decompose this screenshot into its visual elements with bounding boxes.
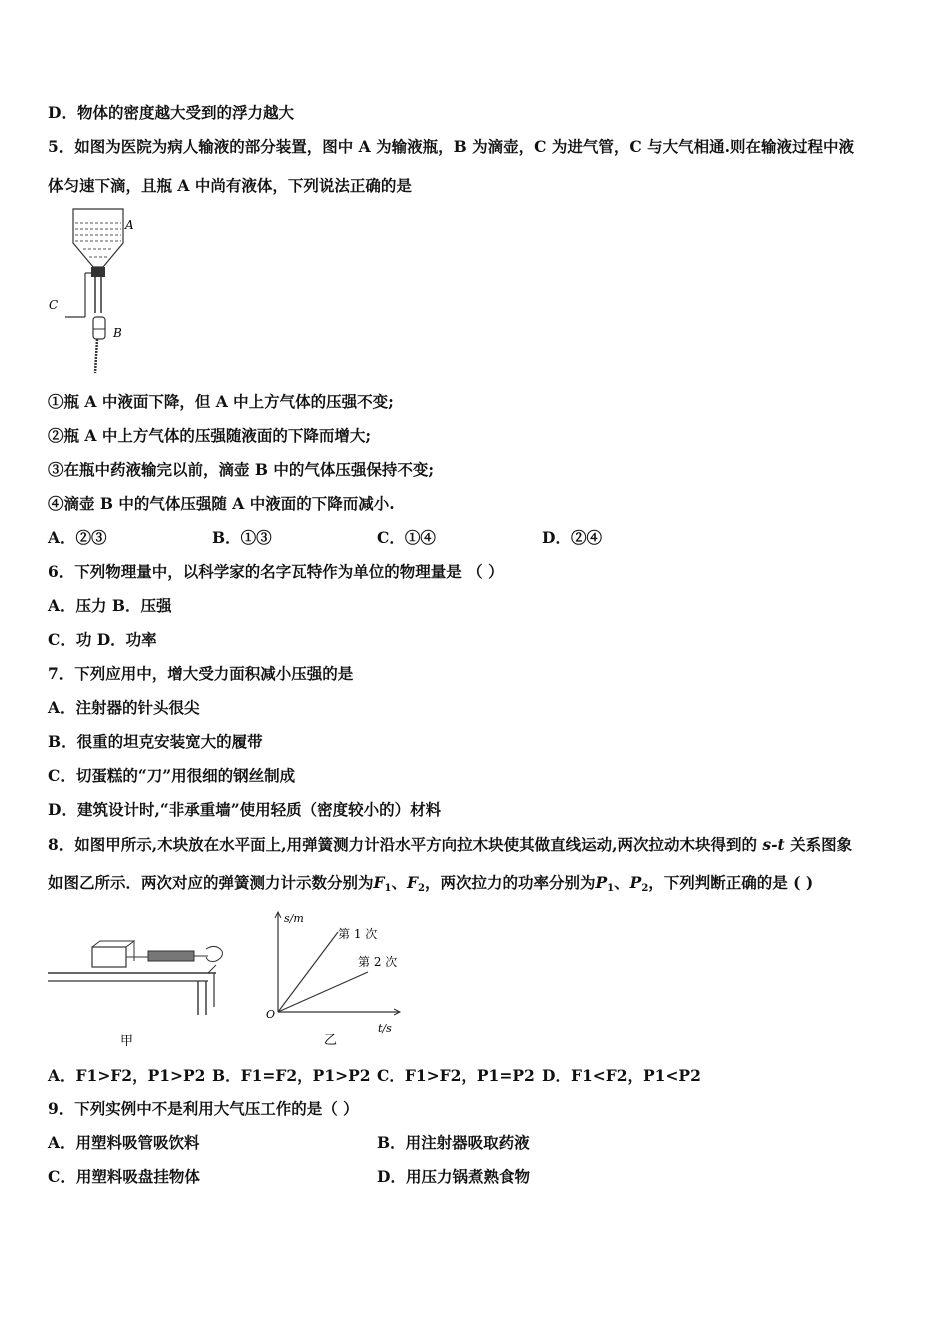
graph-line2-label: 第 2 次 [358, 955, 398, 969]
q5-statement-1: ①瓶 A 中液面下降，但 A 中上方气体的压强不变; [48, 392, 394, 411]
q7-stem: 7．下列应用中，增大受力面积减小压强的是 [48, 664, 354, 683]
graph-ylabel: s/m [284, 912, 304, 925]
iv-drip-figure [45, 205, 145, 375]
graph-line1-label: 第 1 次 [338, 927, 378, 941]
q7-option-a: A．注射器的针头很尖 [48, 698, 200, 717]
q8-stem-line2: 如图乙所示．两次对应的弹簧测力计示数分别为$F_1$、$F_2$，两次拉力的功率分别为$P_1$、$P_2$，下列判断正确的是 ( ) [48, 873, 814, 894]
q8-option-b: B．F1=F2，P1>P2 [212, 1066, 371, 1085]
q9-option-d: D．用压力锅煮熟食物 [377, 1167, 530, 1186]
q5-option-b: B．①③ [212, 528, 272, 547]
s-t-line-second [278, 972, 368, 1012]
q4-option-d: D．物体的密度越大受到的浮力越大 [48, 103, 294, 122]
s-t-line-first [278, 932, 338, 1012]
q5-statement-2: ②瓶 A 中上方气体的压强随液面的下降而增大; [48, 426, 372, 445]
q6-options-row1: A．压力 B．压强 [48, 596, 172, 615]
q6-options-row2: C．功 D．功率 [48, 630, 157, 649]
q7-option-d: D．建筑设计时,“非承重墙”使用轻质（密度较小的）材料 [48, 800, 442, 819]
q5-stem-line1: 5．如图为医院为病人输液的部分装置，图中 A 为输液瓶，B 为滴壶，C 为进气管，C 与大气相通.则在输液过程中液 [48, 137, 854, 156]
q5-option-d: D．②④ [542, 528, 602, 547]
q8-option-c: C．F1>F2，P1=P2 [377, 1066, 535, 1085]
graph-xlabel: t/s [378, 1022, 392, 1035]
q9-option-c: C．用塑料吸盘挂物体 [48, 1167, 200, 1186]
figure-yi-graph [258, 908, 408, 1048]
graph-origin: O [266, 1008, 276, 1021]
label-c: C [49, 298, 59, 312]
q5-statement-4: ④滴壶 B 中的气体压强随 A 中液面的下降而减小. [48, 494, 395, 513]
label-b: B [113, 326, 122, 340]
q9-stem: 9．下列实例中不是利用大气压工作的是（ ） [48, 1099, 359, 1118]
q9-option-b: B．用注射器吸取药液 [377, 1133, 530, 1152]
q8-stem-line1: 8．如图甲所示,木块放在水平面上,用弹簧测力计沿水平方向拉木块使其做直线运动,两次拉动木块得到的 s-t 关系图象 [48, 835, 853, 854]
figure-jia-caption: 甲 [120, 1034, 134, 1049]
q5-option-c: C．①④ [377, 528, 436, 547]
q5-option-a: A．②③ [48, 528, 107, 547]
q9-option-a: A．用塑料吸管吸饮料 [48, 1133, 200, 1152]
figure-yi-caption: 乙 [324, 1033, 338, 1048]
q8-option-a: A．F1>F2，P1>P2 [48, 1066, 206, 1085]
q5-statement-3: ③在瓶中药液输完以前，滴壶 B 中的气体压强保持不变; [48, 460, 435, 479]
q8-option-d: D．F1<F2，P1<P2 [542, 1066, 701, 1085]
q7-option-b: B．很重的坦克安装宽大的履带 [48, 732, 263, 751]
label-a: A [125, 218, 134, 232]
q7-option-c: C．切蛋糕的“刀”用很细的钢丝制成 [48, 766, 296, 785]
figure-jia-table [48, 935, 228, 1050]
q5-stem-line2: 体匀速下滴，且瓶 A 中尚有液体，下列说法正确的是 [48, 176, 412, 195]
q6-stem: 6．下列物理量中，以科学家的名字瓦特作为单位的物理量是 （ ） [48, 562, 504, 581]
